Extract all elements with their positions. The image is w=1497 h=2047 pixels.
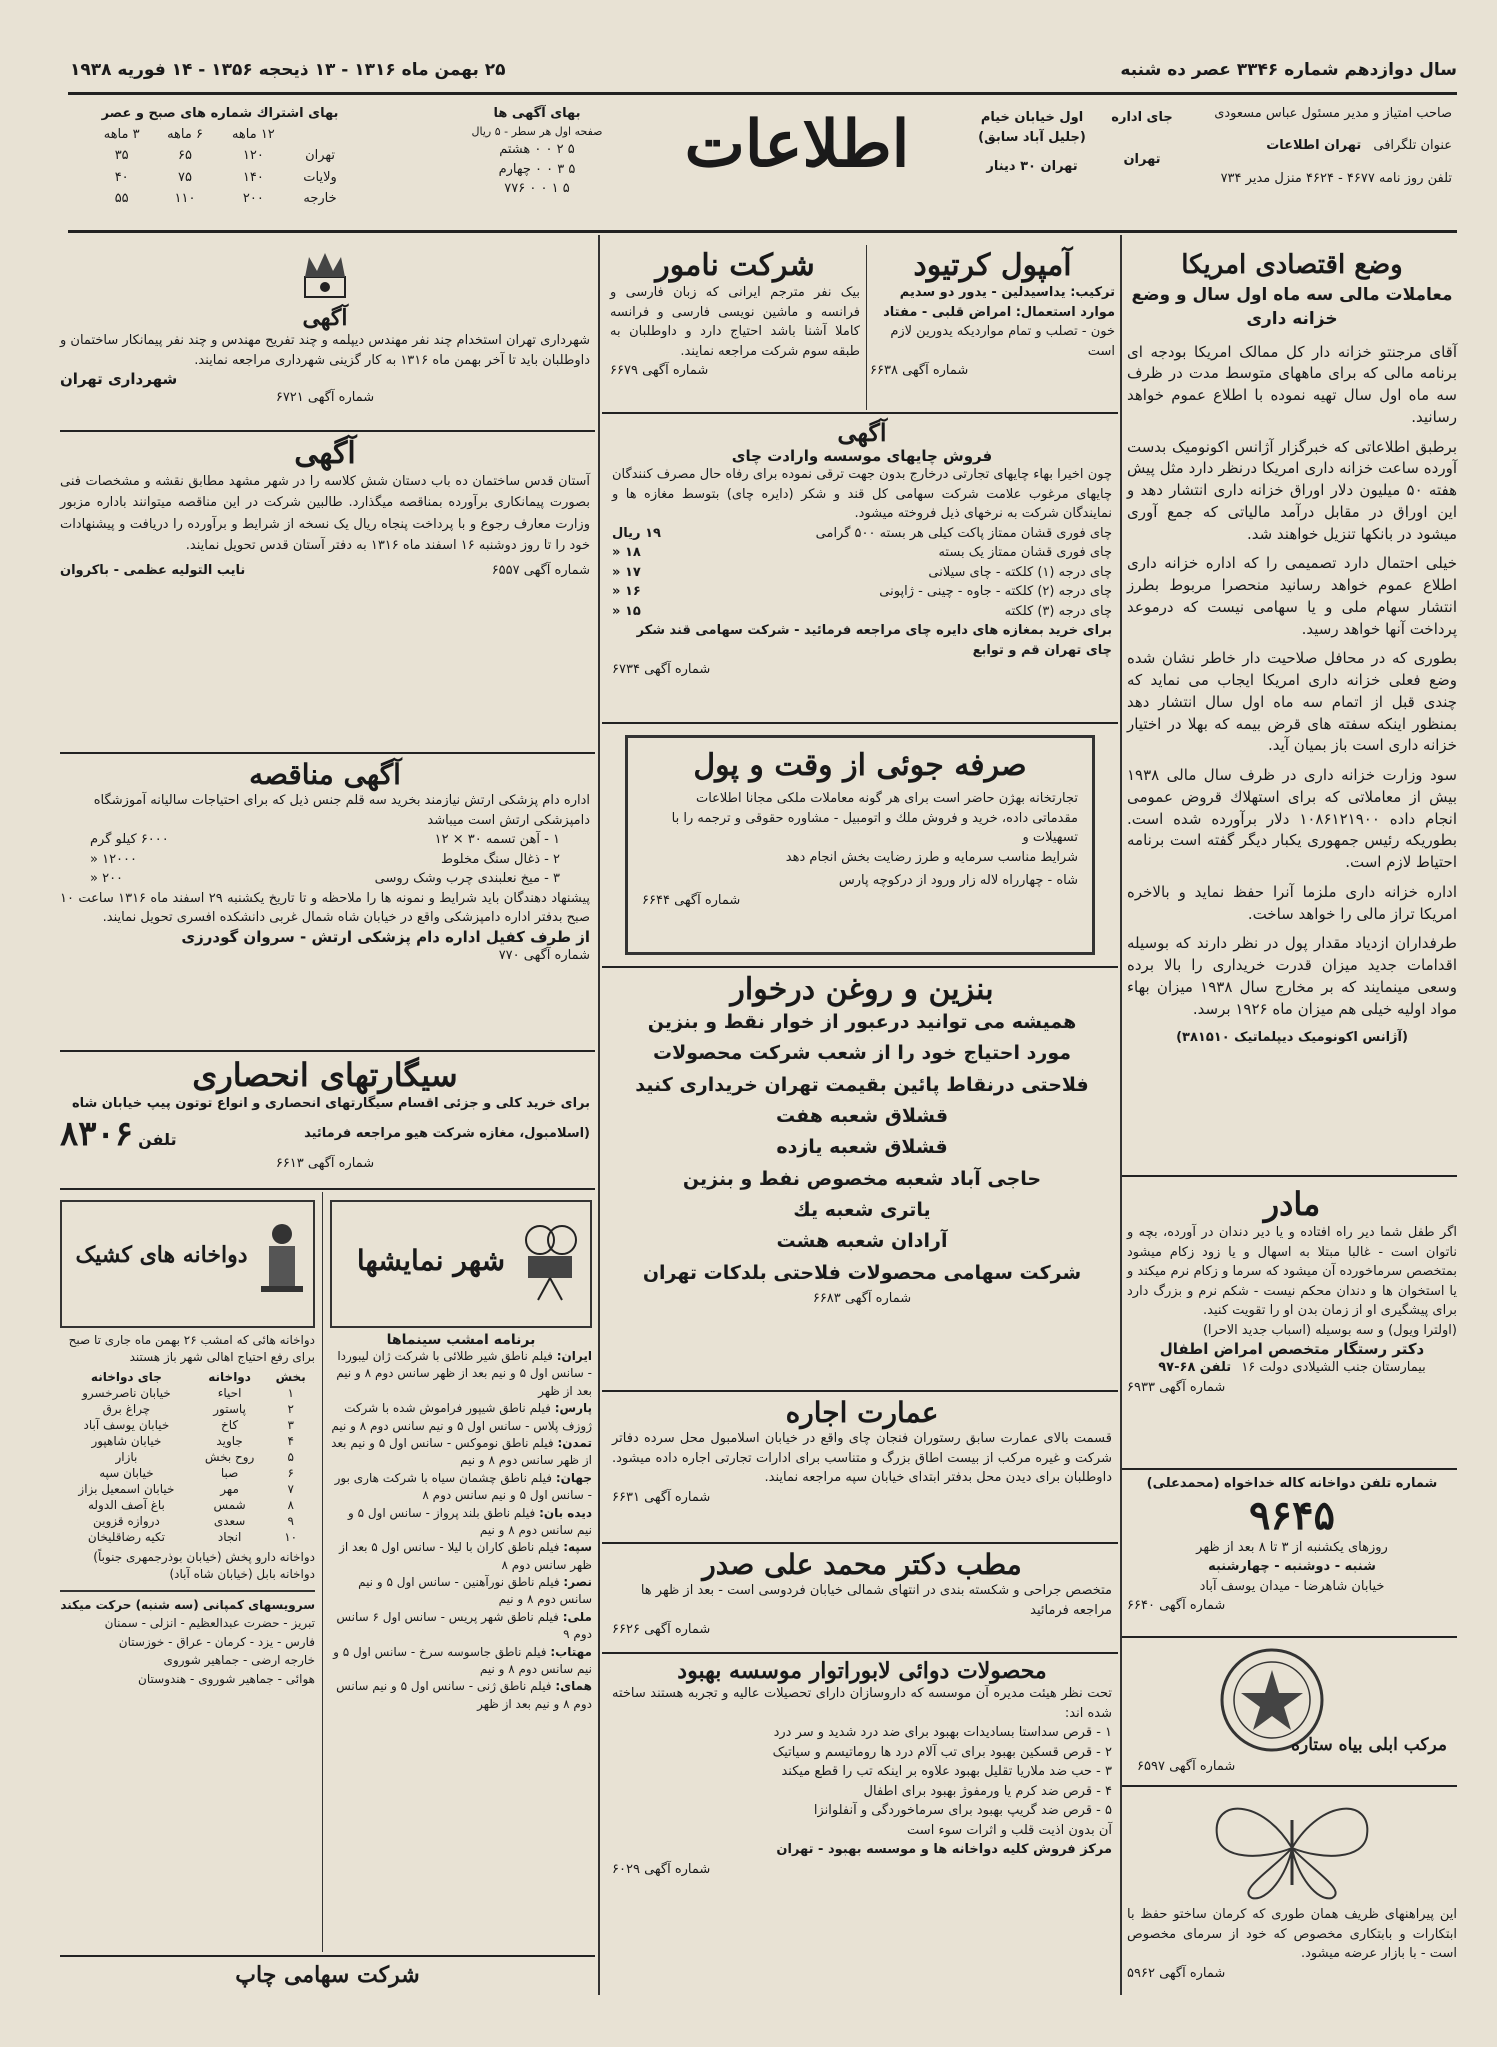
article-title: وضع اقتصادی امریکا	[1181, 250, 1403, 280]
film-camera-icon	[520, 1222, 580, 1302]
divider	[60, 430, 595, 432]
ad-number: شماره آگهی ۷۷۰	[498, 947, 590, 963]
cigarette-ad	[60, 1056, 590, 1173]
ads-pricing	[442, 104, 632, 199]
cinema-name: ایران:	[556, 1349, 592, 1363]
cinema-header-title: شهر نمایشها	[356, 1244, 506, 1277]
tender-item-qty: ۶۰۰۰ کیلو گرم	[90, 832, 169, 847]
tea-price: ۱۸ «	[612, 545, 641, 560]
ampul-line: ترکیب: یداسیدلین - یدور دو سدیم	[899, 285, 1115, 300]
ad-number: شماره آگهی ۶۵۹۷	[1137, 1759, 1236, 1774]
cigarette-title: سیگارتهای انحصاری	[192, 1056, 458, 1094]
pharmacy-table	[60, 1369, 315, 1545]
tea-price: ۱۵ «	[612, 603, 641, 619]
tea-row	[612, 543, 1112, 563]
ampul-line: خون - تصلب و تمام مواردیکه یدورین لازم است	[890, 324, 1115, 359]
cinema-text: فیلم ناطق ژنی - سانس اول ۵ و نیم سانس دوم ۸ و نیم بعد از ظهر	[336, 1679, 592, 1711]
telegraph-label: عنوان تلگرافی	[1373, 137, 1452, 153]
tea-row	[612, 524, 1112, 544]
pharmacy-phone-ad	[1127, 1474, 1457, 1616]
cinema-name: سپه:	[563, 1540, 592, 1555]
subs-place: تهران	[305, 148, 336, 163]
cinema-text: فیلم ناطق بلند پرواز - سانس اول ۵ و نیم سانس دوم ۸ و نیم	[347, 1505, 592, 1537]
subs-cell: ۷۵	[178, 169, 192, 185]
pharmacy-header	[60, 1200, 315, 1328]
cinema-item	[330, 1678, 592, 1713]
tea-name: چای درجه (۲) کلکته - جاوه - چینی - ژاپونی	[879, 584, 1112, 599]
namvar-title: شرکت نامور	[655, 248, 815, 283]
divider	[866, 245, 867, 410]
ads-sub: صفحه اول هر سطر - ۵ ریال	[471, 124, 603, 138]
ad-number: شماره آگهی ۶۹۳۳	[1127, 1379, 1226, 1395]
table-row	[60, 1449, 315, 1465]
pharmacy-cell: انجاد	[217, 1529, 242, 1544]
article-subtitle: معاملات مالی سه ماه اول سال و وضع خزانه داری	[1131, 285, 1453, 329]
address-1: اول خیابان خیام	[980, 110, 1084, 125]
cinema-name: جهان:	[555, 1470, 592, 1485]
article-source: (آژانس اکونومیک دیپلماتیک ۳۸۱۵۱۰)	[1176, 1030, 1408, 1046]
divider	[602, 1542, 1118, 1544]
address-block	[962, 108, 1102, 177]
subs-cell: ۲۰۰	[242, 191, 264, 206]
cigarette-line: برای خرید کلی و جزئی اقسام سیگارتهای انحصاری و انواع توتون پیپ خیابان شاه	[71, 1096, 590, 1111]
pharmacy-cell: ۷	[287, 1481, 294, 1496]
divider	[60, 1955, 595, 1957]
cinema-text: فیلم ناطق چشمان سیاه با شرکت هاری بور - سانس اول ۵ و نیم سانس دوم ۸	[334, 1470, 592, 1503]
namvar-body: بیک نفر مترجم ایرانی که زبان فارسی و فرانسه و ماشین نویسی فارسی و فرانسه کاملا آشنا باشد احتیاج دارد و داوطلبان به طبقه سوم شرکت مراجعه نمایند.	[610, 285, 860, 359]
cinema-name: ملی:	[562, 1609, 592, 1624]
pharmacy-cell: خیابان شاهپور	[91, 1433, 162, 1448]
benzin-line: مورد احتیاج خود را از شعب شرکت محصولات	[653, 1042, 1071, 1065]
tender-item-qty: ۲۰۰ «	[90, 871, 124, 886]
crown-emblem-icon	[295, 245, 355, 305]
tender-item-qty: ۱۲۰۰۰ «	[90, 851, 138, 867]
bus-line: تبریز - حضرت عبدالعظیم - انزلی - سمنان	[104, 1616, 315, 1631]
phone-ad-line: شنبه - دوشنبه - چهارشنبه	[1208, 1559, 1376, 1574]
article-paragraph: برطبق اطلاعاتی که خبرگزار آژانس اکونومیک بدست آورده ساعت خزانه داری امریکا درنظر دارد مثل پیش هفته ۵۰ میلیون دلار اوراق خزانه داری انتشار دهد و این اوراق در مقابل درآمد مالیاتی که جمع آوری میشود در بانکها تنزیل خواهند شد.	[1127, 437, 1458, 543]
behbud-item: ۴ - قرص ضد کرم یا ورمفوژ بهبود برای اطفال	[863, 1783, 1112, 1799]
cinema-item	[330, 1539, 592, 1574]
divider	[602, 412, 1118, 414]
cinema-item	[330, 1400, 592, 1435]
astan-foot: نایب التولیه عظمی - باکروان	[60, 562, 246, 578]
phone-ad-line: خیابان شاهرضا - میدان یوسف آباد	[1199, 1578, 1385, 1594]
subs-header: ۶ ماهه	[167, 126, 203, 142]
rent-ad	[612, 1396, 1112, 1507]
subs-cell: ۱۴۰	[242, 169, 264, 185]
behbud-item: آن بدون اذیت قلب و اثرات سوء است	[907, 1822, 1112, 1838]
economy-article	[1127, 250, 1457, 1048]
divider	[602, 1390, 1118, 1392]
table-row	[60, 1481, 315, 1497]
behzan-title: صرفه جوئی از وقت و پول	[693, 748, 1027, 783]
cigarette-phone-label: تلفن	[138, 1129, 177, 1149]
cinema-name: دیده بان:	[539, 1505, 592, 1520]
issue-line: سال دوازدهم شماره ۳۳۴۶ عصر ده شنبه	[1120, 60, 1457, 80]
phone-ad-head: شماره تلفن دواخانه كاله خداخواه (محمدعلی)	[1146, 1476, 1438, 1491]
tender-title: آگهی مناقصه	[249, 758, 401, 791]
pharmacy-cell: تکیه رضاقلیخان	[87, 1529, 165, 1544]
pharmacy-intro: دواخانه هائی که امشب ۲۶ بهمن ماه جاری تا صبح برای رفع احتیاج اهالی شهر باز هستند	[68, 1333, 315, 1365]
behzan-line: مقدماتی داده، خرید و فروش ملك و اتومبیل - مشاوره حقوقی و ترجمه را با تسهیلات و	[671, 810, 1078, 845]
table-row	[60, 1433, 315, 1449]
bus-line: سرویسهای کمپانی (سه شنبه) حرکت میکند	[60, 1597, 315, 1612]
benzin-line: قشلاق شعبه هفت	[775, 1105, 949, 1128]
subs-place: ولایات	[303, 169, 337, 185]
benzin-ad	[612, 972, 1112, 1309]
cinema-text: فیلم ناطق شهر پریس - سانس اول ۶ سانس دوم ۹	[336, 1609, 592, 1642]
ad-number: شماره آگهی ۶۶۸۳	[812, 1291, 912, 1307]
cinema-name: نصر:	[563, 1575, 592, 1590]
ad-number: شماره آگهی ۶۶۷۹	[610, 363, 709, 378]
tender-item-number: ۳	[553, 871, 560, 886]
subs-cell: ۳۵	[114, 148, 129, 163]
article-paragraph: طرفداران ازدیاد مقدار پول در نظر دارند که بوسیله اقدامات جدید میزان قدرت خریداری را بالا برده وسعی مینمایند که بر مخارج سال ۱۹۳۸ میزان بهاء مواد اولیه خیلی هم میزان ماه ۱۹۲۶ برسد.	[1127, 934, 1457, 1018]
cinema-text: فیلم ناطق نورآهنین - سانس اول ۵ و نیم سانس دوم ۸ و نیم	[358, 1575, 592, 1607]
ad-number: شماره آگهی ۶۰۲۹	[612, 1861, 711, 1877]
subscription-table	[90, 104, 350, 210]
divider	[602, 1652, 1118, 1654]
cinema-item	[330, 1574, 592, 1609]
pharmacy-cell: خیابان اسمعیل بزاز	[78, 1481, 175, 1496]
pharmacy-cell: پاستور	[213, 1401, 246, 1416]
cinema-name: تمدن:	[557, 1435, 592, 1450]
benzin-line: یاتری شعبه یك	[793, 1199, 931, 1222]
behzan-ad	[625, 735, 1095, 955]
cinema-name: همای:	[555, 1679, 592, 1694]
office-label: جای اداره	[1111, 110, 1173, 125]
printer-credit: شرکت سهامی چاپ	[235, 1962, 420, 1988]
masthead-owner	[1192, 104, 1452, 189]
tender-item-name: آهن تسمه ۳۰ × ۱۲	[434, 832, 541, 847]
pharmacy-header-cell: دواخانه	[208, 1369, 251, 1384]
divider	[1122, 1175, 1457, 1177]
tender-intro: اداره دام پزشکی ارتش نیازمند بخرید سه قلم جنس ذیل که برای احتیاجات سالیانه آموزشگاه دامپزشکی ارتش است میباشد	[93, 793, 590, 828]
ads-row: ۵ ۳ ۰ ۰ چهارم	[498, 161, 576, 177]
ad-number: شماره آگهی ۶۶۳۸	[870, 363, 969, 378]
behbud-item: ۱ - قرص سداستا بسادیدات بهبود برای ضد درد شدید و سر درد	[773, 1725, 1112, 1740]
divider	[60, 1050, 595, 1052]
municipality-body: شهرداری تهران استخدام چند نفر مهندس دیپلمه و چند تفریح مهندس و چند نفر پیمانکار ساختمان و داوطلبان باید تا آخر بهمن ماه ۱۳۱۶ به کار گزینی شهرداری مراجعه نمایند.	[60, 333, 590, 368]
tender-sign: از طرف کفیل اداره دام پزشکی ارتش - سروان گودرزی	[181, 927, 590, 946]
article-paragraph: سود وزارت خزانه داری در ظرف سال مالی ۱۹۳۸ بیش از معاملاتی که برای استهلاك قروض عمومی انجام داده ۱۰۸۶۱۲۱۹۰۰ دلار برآورده شده است. بطوریکه رئیس جمهوری یکبار دیگر گفته است برنامه احتیاط لازم است.	[1127, 766, 1457, 872]
doctor-office-ad	[612, 1548, 1112, 1640]
pharmacy-cell: خیابان ناصرخسرو	[82, 1385, 171, 1400]
article-paragraph: آقای مرجنتو خزانه دار کل ممالک امریکا بودجه ای برنامه مالی که برای ماههای متوسط مدت در ظرف سه ماه اول سال تهیه نموده با اطلاع عموم خواهد رسانید.	[1127, 342, 1457, 426]
pharmacy-cell: سعدی	[213, 1513, 246, 1528]
pharmacy-cell: ۹	[287, 1513, 294, 1528]
table-row	[60, 1401, 315, 1417]
divider	[322, 1192, 323, 1952]
pharmacy-cell: صبا	[220, 1465, 239, 1480]
ad-number: شماره آگهی ۶۷۲۱	[275, 390, 375, 405]
benzin-line: شرکت سهامی محصولات فلاحتی بلدکات تهران	[642, 1261, 1082, 1284]
masthead-bottom-rule	[68, 230, 1457, 233]
cinema-item	[330, 1609, 592, 1644]
pharmacy-cell: ۱۰	[284, 1529, 298, 1544]
ink-brand: مرکب ابلی بیاه ستاره	[1291, 1735, 1447, 1755]
subs-header: ۳ ماهه	[103, 126, 140, 142]
phone-ad-line: روزهای یکشنبه از ۳ تا ۸ بعد از ظهر	[1196, 1539, 1388, 1555]
behbud-title: محصولات دوائی لابوراتوار موسسه بهبود	[677, 1658, 1047, 1684]
subs-cell: ۵۵	[114, 191, 129, 206]
bus-line: خارجه ارضی - جماهیر شوروی	[163, 1653, 315, 1668]
subs-header: ۱۲ ماهه	[231, 126, 275, 142]
owner-line: صاحب امتیاز و مدیر مسئول عباس مسعودی	[1214, 106, 1452, 121]
pharmacy-cell: جاوید	[216, 1433, 243, 1448]
benzin-line: آرادان شعبه هشت	[776, 1230, 948, 1253]
tea-title: آگهی	[837, 418, 887, 447]
masthead-top-rule	[68, 92, 1457, 95]
doctor-office-title: مطب دکتر محمد علی صدر	[702, 1548, 1022, 1581]
cinema-title: برنامه امشب سینماها	[386, 1332, 536, 1348]
mother-title: مادر	[1263, 1185, 1321, 1223]
behbud-item: ۳ - حب ضد ملاریا تقلیل بهبود علاوه بر اینکه تب را قطع میکند	[781, 1764, 1112, 1779]
article-paragraph: بطوری که در محافل صلاحیت دار خاطر نشان شده وضع فعلی خزانه داری امریکا ایجاب می نماید که چندی قبل از اتمام سه ماه اول سال انتشار دهد بمنظور اینکه سفته های قرض بیمه که بهلا در اختیار خزانه داری است باز بمیان آید.	[1127, 649, 1457, 755]
municipality-ad	[60, 245, 590, 408]
cinema-item	[330, 1348, 592, 1400]
behbud-intro: تحت نظر هیئت مدیره آن موسسه که داروسازان دارای تحصیلات عالیه و تجربه هستند ساخته شده اند:	[612, 1686, 1112, 1721]
divider	[60, 752, 595, 754]
rent-title: عمارت اجاره	[785, 1396, 939, 1429]
tender-item: ۳ - میخ نعلبندی چرب وشک روسی ۲۰۰ «	[60, 869, 590, 889]
pharmacy-cell: ۶	[287, 1465, 294, 1480]
ad-number: شماره آگهی ۶۶۱۳	[275, 1155, 375, 1171]
benzin-title: بنزین و روغن درخوار	[730, 972, 994, 1007]
astan-body: آستان قدس ساختمان ده باب دستان شش کلاسه را در شهر مشهد مطابق نقشه و مشخصات فنی بصورت پیمانکاری برآورده بمناقصه میگذارد. طالبین شرکت در این مناقصه میتوانند باداره مزبور وزارت معارف رجوع و با پرداخت پنجاه ریال یک نسخه از شرایط و برآورده را دریافت و پیشنهادات خود را تا روز دوشنبه ۱۶ اسفند ماه ۱۳۱۶ به دفتر آستان قدس تحویل نمایند.	[60, 474, 590, 554]
cinema-header	[330, 1200, 592, 1328]
bus-line: هوائی - جماهیر شوروی - هندوستان	[138, 1671, 315, 1686]
pharmacy-cell: روح بخش	[204, 1449, 255, 1464]
behzan-line: شرایط مناسب سرمایه و طرز رضایت بخش انجام دهد	[785, 849, 1078, 865]
cinema-item	[330, 1644, 592, 1679]
divider	[1122, 1468, 1457, 1470]
telegraph-value: تهران اطلاعات	[1266, 137, 1362, 153]
divider	[60, 1188, 595, 1190]
mother-ad	[1127, 1185, 1457, 1397]
ad-number: شماره آگهی ۶۶۴۰	[1127, 1598, 1226, 1613]
subs-place: خارجه	[303, 191, 337, 206]
pharmacy-cell: دروازه قزوین	[93, 1513, 160, 1528]
cinema-text: فیلم ناطق کاران با لیلا - سانس اول ۵ بعد از ظهر سانس دوم ۸	[339, 1540, 592, 1572]
article-paragraph: اداره خزانه داری ملزما آنرا حفظ نماید و بالاخره امریکا تراز مالی را خواهد ساخت.	[1127, 882, 1457, 923]
pharmacy-cell: کاخ	[221, 1417, 239, 1432]
tea-row	[612, 602, 1112, 622]
tender-item: ۱ - آهن تسمه ۳۰ × ۱۲ ۶۰۰۰ کیلو گرم	[60, 830, 590, 850]
benzin-line: حاجی آباد شعبه مخصوص نفط و بنزین	[682, 1167, 1042, 1190]
cinema-item	[330, 1435, 592, 1470]
address-2: (جلیل آباد سابق)	[978, 129, 1086, 145]
pharmacy-cell: ۴	[287, 1433, 294, 1448]
pharmacy-header-cell: جای دواخانه	[90, 1369, 162, 1384]
pharmacy-cell: بازار	[115, 1449, 138, 1464]
mother-address: بیمارستان جنب الشیلادی دولت ۱۶	[1241, 1360, 1426, 1375]
municipality-title: آگهی	[302, 305, 348, 331]
ad-number: شماره آگهی ۶۵۵۷	[491, 562, 590, 578]
newspaper-logo: اطلاعات	[684, 107, 910, 182]
tender-item-number: ۱	[553, 832, 560, 847]
pharmacy-cell: ۵	[287, 1449, 294, 1464]
date-line: ۲۵ بهمن ماه ۱۳۱۶ - ۱۳ ذیحجه ۱۳۵۶ - ۱۴ فوریه ۱۹۳۸	[70, 60, 506, 80]
cinema-text: فیلم ناطق شیر طلائی با شرکت ژان لیبوردا - سانس اول ۵ و نیم بعد از ظهر سانس دوم ۸ و نیم بعد از ظهر	[336, 1349, 592, 1398]
subs-cell: ۱۱۰	[174, 191, 196, 206]
pharmacy-cell: چراغ برق	[102, 1401, 151, 1416]
butterfly-icon	[1192, 1790, 1392, 1905]
office-block	[1107, 108, 1177, 169]
cinema-text: فیلم ناطق جاسوسه سرخ - سانس اول ۵ و نیم سانس دوم ۸ و نیم	[333, 1644, 592, 1677]
pharmacy-note: دواخانه دارو پخش (خیابان بوذرجمهری جنوباً) دواخانه بابل (خیابان شاه آباد)	[93, 1549, 315, 1582]
pharmacy-cell: شمس	[213, 1497, 246, 1512]
behbud-ad	[612, 1658, 1112, 1879]
office-value: تهران	[1123, 151, 1161, 167]
tender-ad	[60, 758, 590, 965]
mother-body: اگر طفل شما دیر راه افتاده و یا دیر دندان در آورده، بچه و ناتوان است - غالبا مبتلا به اسهال و یا زود زکام میشود بمتخصص سرماخورده آن میشود که سرما و زکام نرم میکند و یا استخوان ها و دندان محکم نیست - شکم نرم و بزرگ دارد برای پیشگیری او از زمان بدن او را تقویت کنید.	[1127, 1225, 1457, 1318]
cinema-text: فیلم ناطق شیپور فراموش شده با شرکت ژوزف پلاس - سانس اول ۵ و نیم سانس دوم ۸ و نیم	[331, 1401, 592, 1433]
tender-item-name: ذغال سنگ مخلوط	[440, 851, 541, 867]
behzan-address: شاه - چهارراه لاله زار ورود از درکوچه پارس	[838, 873, 1078, 888]
pharmacy-cell: ۱	[287, 1385, 294, 1400]
ampul-ad	[870, 248, 1115, 381]
tender-body: پیشنهاد دهندگان باید شرایط و نمونه ها را ملاحظه و تا تاریخ یکشنبه ۲۹ اسفند ماه ۱۳۱۶ ساعت ۱۰ صبح بدفتر اداره دامپزشکی واقع در خیابان شاه شمال غربی دانشکده افسری تحویل نمایند.	[60, 890, 590, 925]
pharmacy-cell: باغ آصف الدوله	[87, 1497, 165, 1512]
ink-ad	[1127, 1645, 1457, 1780]
doctor-office-body: متخصص جراحی و شکسته بندی در انتهای شمالی خیابان فردوسی است - بعد از ظهر ها مراجعه فرمائید	[640, 1583, 1112, 1618]
municipality-sign: شهرداری تهران	[60, 370, 178, 388]
astan-title: آگهی	[294, 436, 356, 471]
ampul-title: آمپول کرتیود	[913, 248, 1072, 283]
cinema-item	[330, 1470, 592, 1505]
article-paragraph: خیلی احتمال دارد تصمیمی را که اداره خزانه داری اطلاع عموم خواهد رسانید منحصرا مربوط بطرز انتشار سهام ملی و یا سهامی نیست که درموعد پرداخت آنها خواهد رسید.	[1127, 554, 1457, 638]
tea-price-list	[612, 524, 1112, 622]
tea-name: چای درجه (۳) کلکته	[1004, 603, 1112, 619]
tea-ad	[612, 418, 1112, 680]
cinema-name: پارس:	[554, 1401, 592, 1416]
price: تهران ۳۰ دینار	[986, 159, 1078, 174]
pharmacy-cell: مهر	[220, 1481, 239, 1496]
pharmacy-cell: ۸	[287, 1497, 294, 1512]
tea-row	[612, 582, 1112, 602]
ads-row: ۵ ۱ ۰ ۰ ۷۷۶	[504, 181, 570, 196]
tea-body: چون اخیرا بهاء چایهای تجارتی درخارج بدون جهت ترقی نموده برای رفاه حال مصرف کنندگان چایهای مرغوب علامت شرکت سهامی کل قند و شکر (دایره چای) بتوسط مغازه ها و نمایندگان شرکت به نرخهای ذیل فروخته میشود.	[612, 467, 1112, 521]
divider	[602, 966, 1118, 968]
ad-number: شماره آگهی ۶۶۴۴	[642, 892, 741, 908]
ad-number: شماره آگهی ۵۹۶۲	[1127, 1965, 1226, 1981]
fabric-body: این پیراهنهای ظریف همان طوری که کرمان ساختو حفظ با ابتکارات و بابتکاری مخصوص که خود از سرمای مخصوص است - با بازار عرضه میشود.	[1127, 1907, 1457, 1961]
tea-name: چای فوری قشان ممتاز پاکت کیلی هر بسته ۵۰۰ گرامی	[815, 525, 1112, 541]
column-rule	[1120, 235, 1122, 1995]
pharmacy-header-title: دواخانه های کشیک	[75, 1242, 248, 1268]
cigarette-phone: ۸۳۰۶	[60, 1113, 134, 1154]
benzin-line: فلاحتی درنقاط پائین بقیمت تهران خریداری کنید	[635, 1073, 1089, 1096]
mother-phone: تلفن ۶۸-۹۷	[1158, 1360, 1232, 1375]
pharmacy-cell: احیاء	[217, 1385, 242, 1400]
tea-name: چای فوری قشان ممتاز یک بسته	[938, 545, 1112, 560]
table-row	[60, 1385, 315, 1401]
phone-ad-number: ۹۶۴۵	[1249, 1491, 1335, 1539]
pharmacy-listings	[60, 1200, 315, 1689]
bus-services	[60, 1590, 315, 1689]
tender-item-number: ۲	[553, 851, 560, 867]
subs-title: بهای اشتراك شماره های صبح و عصر	[101, 106, 339, 121]
column-rule	[598, 235, 600, 1995]
cinema-text: فیلم ناطق نوموکس - سانس اول ۵ و نیم بعد از ظهر سانس دوم ۸ و نیم	[331, 1435, 592, 1468]
cigarette-line: (اسلامبول، مغازه شرکت هیو مراجعه فرمائید	[304, 1125, 590, 1141]
cinema-item	[330, 1505, 592, 1540]
tender-item: ۲ - ذغال سنگ مخلوط ۱۲۰۰۰ «	[60, 850, 590, 870]
table-row	[60, 1529, 315, 1545]
ads-title: بهای آگهی ها	[493, 106, 581, 121]
pharmacist-icon	[257, 1220, 307, 1310]
pharmacy-cell: خیابان یوسف آباد	[83, 1417, 170, 1432]
ampul-line: موارد استعمال: امراض قلبی - مفتاد	[883, 304, 1115, 320]
benzin-line: همیشه می توانید درعبور از خوار نقط و بنزین	[647, 1011, 1077, 1033]
behbud-item: ۲ - قرص قسکین بهبود برای تب آلام درد ها روماتیسم و سیاتیک	[772, 1744, 1112, 1760]
behbud-item: ۵ - قرص ضد گریپ بهبود برای سرماخوردگی و آنفلوانزا	[813, 1803, 1112, 1818]
pharmacy-cell: ۳	[287, 1417, 294, 1432]
divider	[1122, 1636, 1457, 1638]
table-row	[60, 1497, 315, 1513]
ad-number: شماره آگهی ۶۷۳۴	[612, 662, 711, 677]
ads-row: ۵ ۲ ۰ ۰ هشتم	[499, 142, 575, 157]
tea-price: ۱۶ «	[612, 584, 641, 599]
astan-ad	[60, 436, 590, 580]
tea-subtitle: فروش چایهای موسسه وارادت چای	[731, 447, 993, 465]
rent-body: قسمت بالای عمارت سابق رستوران فنجان چای واقع در خیابان اسلامبول محل سرده دفاتر شرکت و غیره مرکب از بیست اطاق بزرگ و متناسب برای ادارات تجارتی اجاره داده میشود. داوطلبان برای دیدن محل بدفتر ابتدای خیابان سپه مراجعه نمایند.	[612, 1431, 1112, 1485]
subs-cell: ۶۵	[178, 148, 192, 163]
phone-line: تلفن روز نامه ۴۶۷۷ - ۴۶۲۴ منزل مدیر ۷۳۴	[1220, 171, 1452, 186]
table-row	[60, 1417, 315, 1433]
bus-line: فارس - یزد - کرمان - عراق - خوزستان	[118, 1634, 315, 1649]
divider	[602, 722, 1118, 724]
subs-cell: ۱۲۰	[242, 148, 264, 163]
behzan-line: تجارتخانه بهژن حاضر است برای هر گونه معاملات ملکی مجانا اطلاعات	[695, 791, 1078, 806]
namvar-ad	[610, 248, 860, 381]
subs-cell: ۴۰	[114, 169, 129, 185]
mother-doctor: دکتر رستگار متخصص امراض اطفال	[1159, 1340, 1425, 1358]
tea-price: ۱۹ ریال	[612, 525, 661, 541]
cinema-name: مهتاب:	[550, 1644, 592, 1659]
mother-sub: (اولترا ویول) و سه بوسیله (اسباب جدید الاحرا)	[1202, 1322, 1457, 1338]
tea-price: ۱۷ «	[612, 564, 641, 580]
pharmacy-header-cell: بخش	[275, 1369, 306, 1384]
table-row	[60, 1513, 315, 1529]
ad-number: شماره آگهی ۶۶۲۶	[612, 1622, 711, 1637]
tender-item-name: میخ نعلبندی چرب وشک روسی	[374, 871, 541, 886]
cinema-listings	[330, 1200, 592, 1713]
tea-name: چای درجه (۱) کلکته - چای سیلانی	[928, 564, 1112, 580]
table-row	[60, 1465, 315, 1481]
benzin-line: قشلاق شعبه یازده	[776, 1136, 948, 1159]
tea-row	[612, 563, 1112, 583]
pharmacy-cell: ۲	[287, 1401, 294, 1416]
fabric-ad	[1127, 1790, 1457, 1983]
ad-number: شماره آگهی ۶۶۳۱	[612, 1489, 711, 1505]
divider	[1122, 1785, 1457, 1787]
pharmacy-cell: خیابان سپه	[99, 1465, 154, 1480]
tea-foot: برای خرید بمغازه های دایره چای مراجعه فرمائید - شرکت سهامی قند شکر چای تهران قم و توابع	[636, 623, 1112, 658]
behbud-foot: مرکز فروش کلیه دواخانه ها و موسسه بهبود - تهران	[776, 1842, 1112, 1857]
